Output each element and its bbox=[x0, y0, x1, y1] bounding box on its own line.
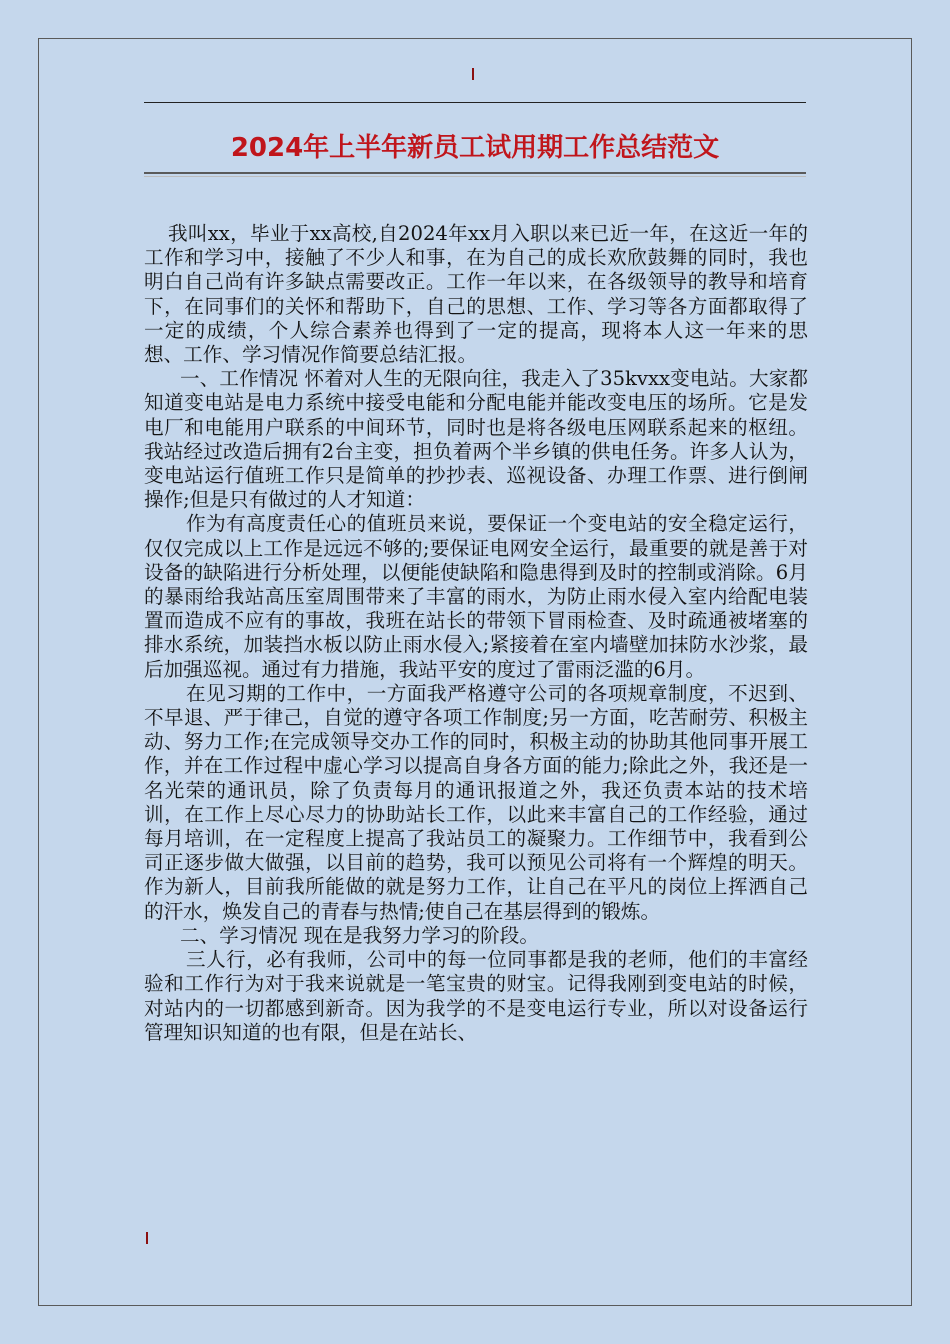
paragraph-study-heading: 二、学习情况 现在是我努力学习的阶段。 bbox=[180, 923, 539, 947]
document-title: 2024年上半年新员工试用期工作总结范文 bbox=[230, 133, 720, 163]
header-rule bbox=[144, 102, 806, 103]
header-mark bbox=[472, 68, 474, 80]
paragraph-probation-work: 在见习期的工作中，一方面我严格遵守公司的各项规章制度，不迟到、不早退、严于律己，自觉的遵守各项工作制度;另一方面，吃苦耐劳、积极主动、努力工作;在完成领导交办工作的同时，积极主动的协助其他同事开展工作，并在工作过程中虚心学习以提高自身各方面的能力;除此之外，我还是一名光荣的通讯员，除了负责每月的通讯报道之外，我还负责本站的技术培训，在工作上尽心尽力的协助站长工作，以此来丰富自己的工作经验，通过每月培训，在一定程度上提高了我站员工的凝聚力。工作细节中，我看到公司正逐步做大做强，以目前的趋势，我可以预见公司将有一个辉煌的明天。作为新人，目前我所能做的就是努力工作，让自己在平凡的岗位上挥洒自己的汗水，焕发自己的青春与热情;使自己在基层得到的锻炼。 bbox=[144, 681, 808, 923]
title-rule bbox=[144, 172, 806, 174]
paragraph-study-detail: 三人行，必有我师，公司中的每一位同事都是我的老师，他们的丰富经验和工作行为对于我来说就是一笔宝贵的财宝。记得我刚到变电站的时候，对站内的一切都感到新奇。因为我学的不是变电运行专业，所以对设备运行管理知识知道的也有限，但是在站长、 bbox=[144, 948, 808, 1044]
document-body bbox=[144, 222, 808, 1045]
paragraph-intro: 我叫xx，毕业于xx高校,自2024年xx月入职以来已近一年，在这近一年的工作和学习中，接触了不少人和事，在为自己的成长欢欣鼓舞的同时，我也明白自己尚有许多缺点需要改正。工作一年以来，在各级领导的教导和培育下，在同事们的关怀和帮助下，自己的思想、工作、学习等各方面都取得了一定的成绩，个人综合素养也得到了一定的提高，现将本人这一年来的思想、工作、学习情况作简要总结汇报。 bbox=[144, 222, 808, 367]
paragraph-duty-safety: 作为有高度责任心的值班员来说，要保证一个变电站的安全稳定运行，仅仅完成以上工作是远远不够的;要保证电网安全运行，最重要的就是善于对设备的缺陷进行分析处理，以便能使缺陷和隐患得到及时的控制或消除。6月的暴雨给我站高压室周围带来了丰富的雨水，为防止雨水侵入室内给配电装置而造成不应有的事故，我班在站长的带领下冒雨检查、及时疏通被堵塞的排水系统，加装挡水板以防止雨水侵入;紧接着在室内墙壁加抹防水沙浆，最后加强巡视。通过有力措施，我站平安的度过了雷雨泛滥的6月。 bbox=[144, 512, 808, 681]
footer-mark bbox=[146, 1232, 148, 1244]
paragraph-work-situation: 一、工作情况 怀着对人生的无限向往，我走入了35kvxx变电站。大家都知道变电站是电力系统中接受电能和分配电能并能改变电压的场所。它是发电厂和电能用户联系的中间环节，同时也是将各级电压网联系起来的枢纽。我站经过改造后拥有2台主变，担负着两个半乡镇的供电任务。许多人认为，变电站运行值班工作只是简单的抄抄表、巡视设备、办理工作票、进行倒闸操作;但是只有做过的人才知道： bbox=[144, 367, 808, 512]
